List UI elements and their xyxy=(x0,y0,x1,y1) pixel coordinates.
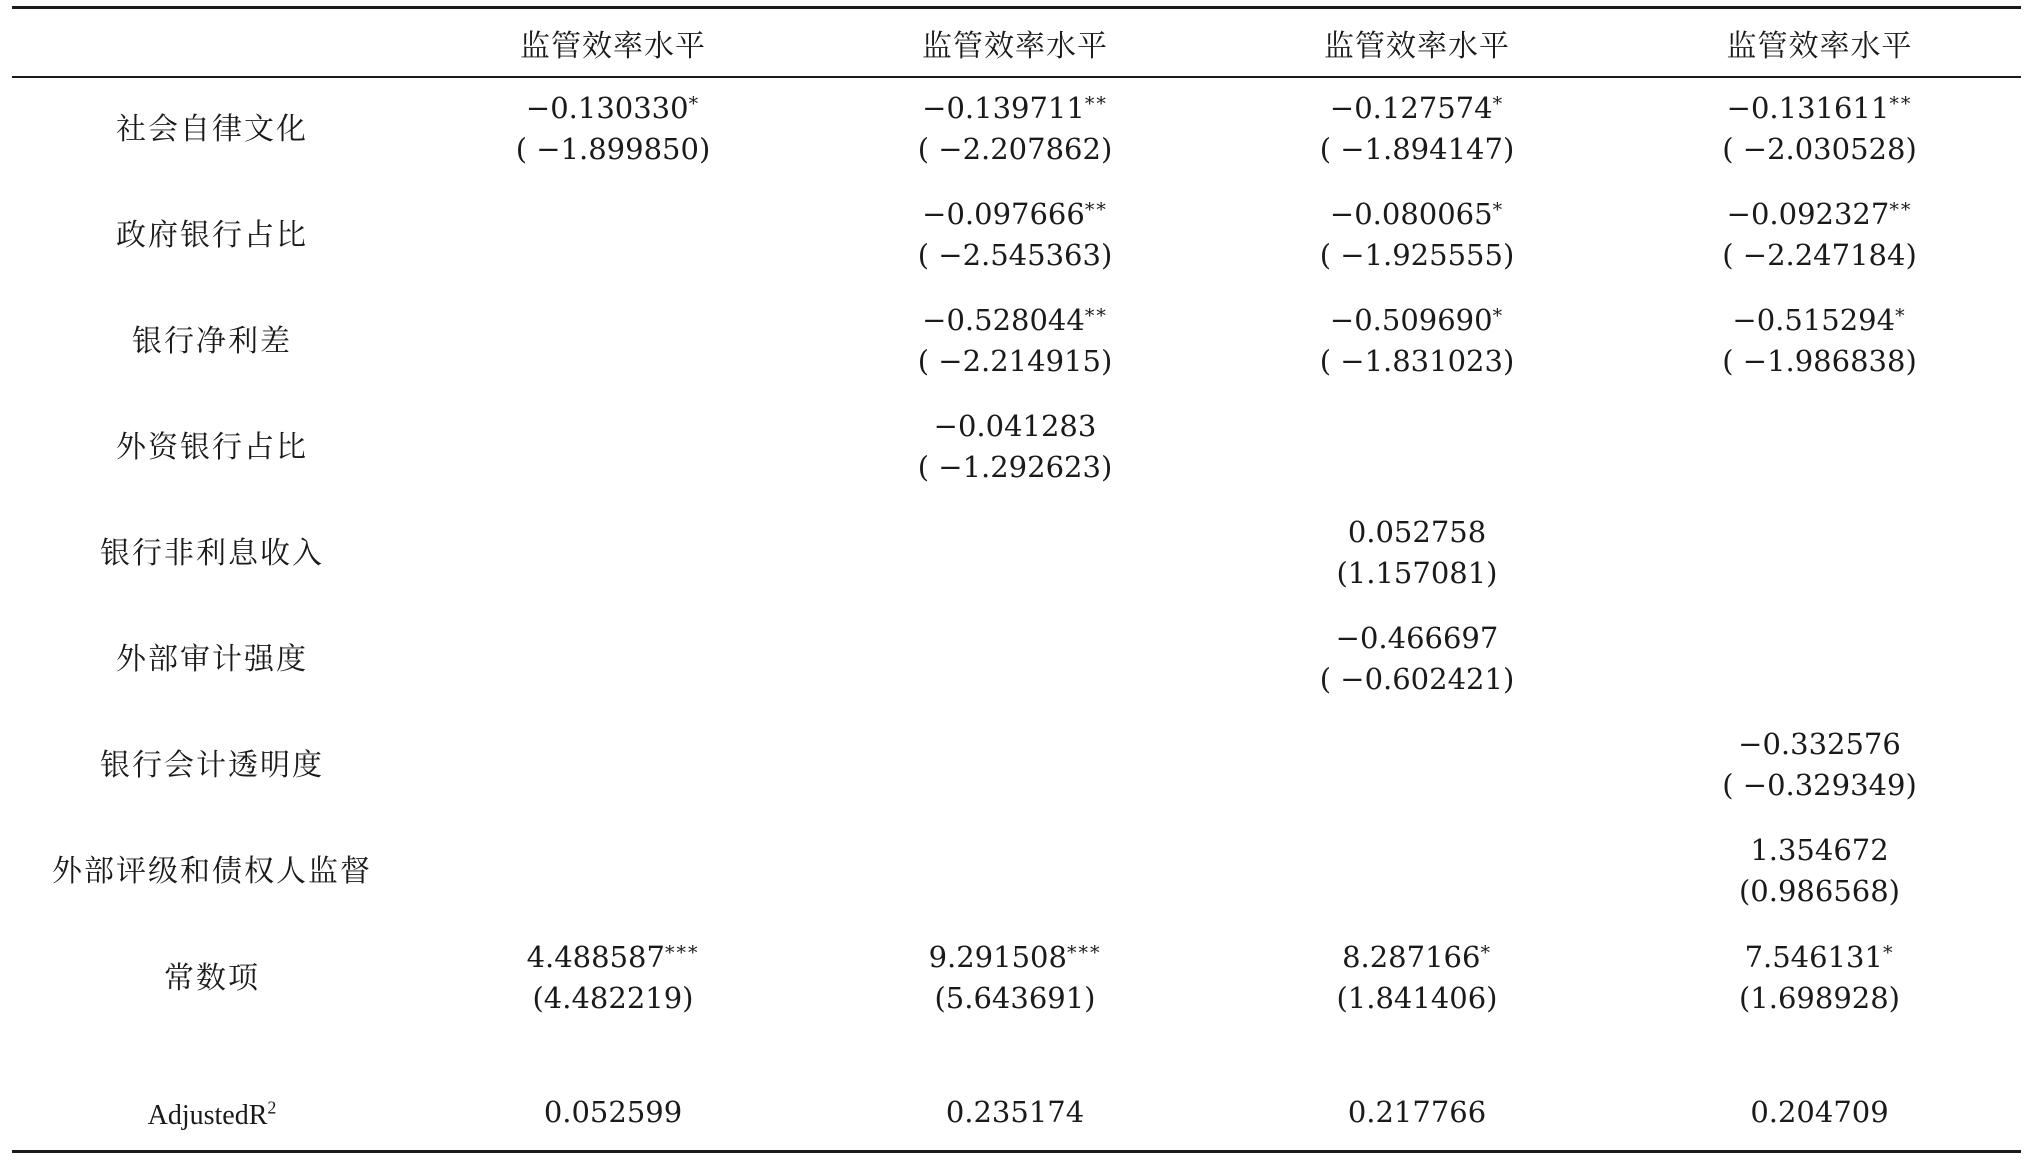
t-statistic: (5.643691) xyxy=(934,981,1096,1015)
row-label: 银行非利息收入 xyxy=(100,535,324,571)
table-cell xyxy=(814,76,1216,182)
table-row xyxy=(12,76,2021,182)
table-cell xyxy=(1618,500,2021,606)
row-label: 外资银行占比 xyxy=(116,429,308,465)
significance-stars: * xyxy=(1492,199,1505,221)
significance-stars: *** xyxy=(1066,942,1102,964)
table-row xyxy=(12,394,2021,500)
coefficient: −0.097666** xyxy=(922,197,1108,231)
coefficient: −0.509690* xyxy=(1329,303,1505,337)
bottom-rule xyxy=(12,1150,2021,1153)
coefficient: −0.332576 xyxy=(1738,727,1901,761)
row-label: 社会自律文化 xyxy=(116,111,308,147)
table-cell xyxy=(412,500,814,606)
table-cell xyxy=(412,288,814,394)
significance-stars: ** xyxy=(1084,199,1108,221)
table-cell xyxy=(1618,818,2021,924)
significance-stars: * xyxy=(1895,305,1907,327)
t-statistic: ( −2.545363) xyxy=(917,238,1113,272)
table-row xyxy=(12,818,2021,924)
significance-stars: ** xyxy=(1889,93,1913,115)
table-cell xyxy=(1618,394,2021,500)
table-cell xyxy=(1216,500,1618,606)
significance-stars: * xyxy=(1492,93,1505,115)
table-cell xyxy=(814,288,1216,394)
r2-value: 0.235174 xyxy=(945,1094,1085,1129)
significance-stars: * xyxy=(1492,305,1505,327)
coefficient: 7.546131* xyxy=(1744,940,1895,974)
row-label: 政府银行占比 xyxy=(116,217,308,253)
r2-value: 0.204709 xyxy=(1750,1094,1889,1129)
table-cell xyxy=(412,818,814,924)
table-cell xyxy=(1216,818,1618,924)
coefficient: 8.287166* xyxy=(1342,940,1492,974)
table-cell xyxy=(1618,924,2021,1032)
t-statistic: ( −2.214915) xyxy=(917,344,1113,378)
header-cell-model-1: 监管效率水平 xyxy=(520,28,706,64)
coefficient: −0.041283 xyxy=(933,409,1097,443)
table-cell xyxy=(412,924,814,1032)
t-statistic: (0.986568) xyxy=(1738,874,1900,908)
table-cell xyxy=(1216,924,1618,1032)
significance-stars: ** xyxy=(1889,199,1913,221)
t-statistic: ( −1.831023) xyxy=(1319,344,1515,378)
coefficient: 4.488587*** xyxy=(526,940,700,974)
t-statistic: ( −1.894147) xyxy=(1319,132,1515,166)
significance-stars: *** xyxy=(664,942,700,964)
coefficient: −0.130330* xyxy=(525,91,701,125)
table-cell xyxy=(412,182,814,288)
coefficient: −0.080065* xyxy=(1329,197,1505,231)
table-cell xyxy=(1618,288,2021,394)
header-row xyxy=(12,9,2021,76)
header-cell-model-3: 监管效率水平 xyxy=(1324,28,1510,64)
row-label: 常数项 xyxy=(164,960,260,996)
t-statistic: ( −1.899850) xyxy=(515,132,711,166)
coefficient: −0.131611** xyxy=(1726,91,1913,125)
t-statistic: (1.841406) xyxy=(1336,981,1498,1015)
spacer-row xyxy=(12,1032,2021,1082)
r2-value: 0.217766 xyxy=(1347,1094,1487,1129)
t-statistic: ( −1.986838) xyxy=(1722,344,1917,378)
significance-stars: * xyxy=(1480,942,1492,964)
t-statistic: ( −0.602421) xyxy=(1319,662,1515,696)
table-cell xyxy=(1216,76,1618,182)
table-cell xyxy=(814,606,1216,712)
coefficient: 0.052758 xyxy=(1347,515,1487,549)
table-row xyxy=(12,712,2021,818)
table-row xyxy=(12,500,2021,606)
table-cell xyxy=(1216,712,1618,818)
header-cell-model-2: 监管效率水平 xyxy=(922,28,1108,64)
r2-value: 0.052599 xyxy=(543,1094,683,1129)
adjusted-r2-row xyxy=(12,1082,2021,1142)
table-row xyxy=(12,606,2021,712)
significance-stars: ** xyxy=(1084,93,1108,115)
table-cell xyxy=(814,712,1216,818)
significance-stars: ** xyxy=(1084,305,1108,327)
table-cell xyxy=(1216,394,1618,500)
table-cell xyxy=(412,76,814,182)
header-cell-variable xyxy=(12,9,412,76)
coefficient: −0.139711** xyxy=(922,91,1108,125)
table-cell xyxy=(1216,288,1618,394)
coefficient: −0.092327** xyxy=(1726,197,1913,231)
table-cell xyxy=(1618,606,2021,712)
table-cell xyxy=(814,394,1216,500)
row-label: AdjustedR$^2$ xyxy=(147,1097,277,1132)
row-label: 外部评级和债权人监督 xyxy=(52,853,372,889)
table-cell xyxy=(1618,712,2021,818)
significance-stars: * xyxy=(688,93,701,115)
header-cell-model-4: 监管效率水平 xyxy=(1726,28,1913,64)
t-statistic: ( −1.925555) xyxy=(1319,238,1515,272)
coefficient: −0.515294* xyxy=(1732,303,1907,337)
table-cell xyxy=(1216,182,1618,288)
table-row xyxy=(12,924,2021,1032)
coefficient: −0.466697 xyxy=(1335,621,1499,655)
t-statistic: (4.482219) xyxy=(532,981,694,1015)
t-statistic: ( −2.030528) xyxy=(1722,132,1917,166)
table-cell xyxy=(814,500,1216,606)
t-statistic: ( −0.329349) xyxy=(1722,768,1917,802)
t-statistic: ( −1.292623) xyxy=(917,450,1113,484)
coefficient: −0.127574* xyxy=(1329,91,1505,125)
table-cell xyxy=(412,606,814,712)
t-statistic: ( −2.247184) xyxy=(1722,238,1917,272)
t-statistic: ( −2.207862) xyxy=(917,132,1113,166)
table-cell xyxy=(814,182,1216,288)
table-cell xyxy=(1216,606,1618,712)
row-label: 外部审计强度 xyxy=(116,641,308,677)
table-cell xyxy=(814,924,1216,1032)
table-cell xyxy=(412,712,814,818)
table-cell xyxy=(1618,182,2021,288)
coefficient: −0.528044** xyxy=(922,303,1108,337)
significance-stars: * xyxy=(1882,942,1895,964)
coefficient: 9.291508*** xyxy=(928,940,1102,974)
table-cell xyxy=(412,394,814,500)
t-statistic: (1.157081) xyxy=(1336,556,1498,590)
table-cell xyxy=(814,818,1216,924)
row-label: 银行净利差 xyxy=(132,323,292,359)
table-cell xyxy=(1618,76,2021,182)
t-statistic: (1.698928) xyxy=(1738,981,1900,1015)
row-label: 银行会计透明度 xyxy=(100,747,324,783)
coefficient: 1.354672 xyxy=(1750,833,1889,867)
regression-table xyxy=(12,9,2021,1142)
table-row xyxy=(12,288,2021,394)
table-row xyxy=(12,182,2021,288)
